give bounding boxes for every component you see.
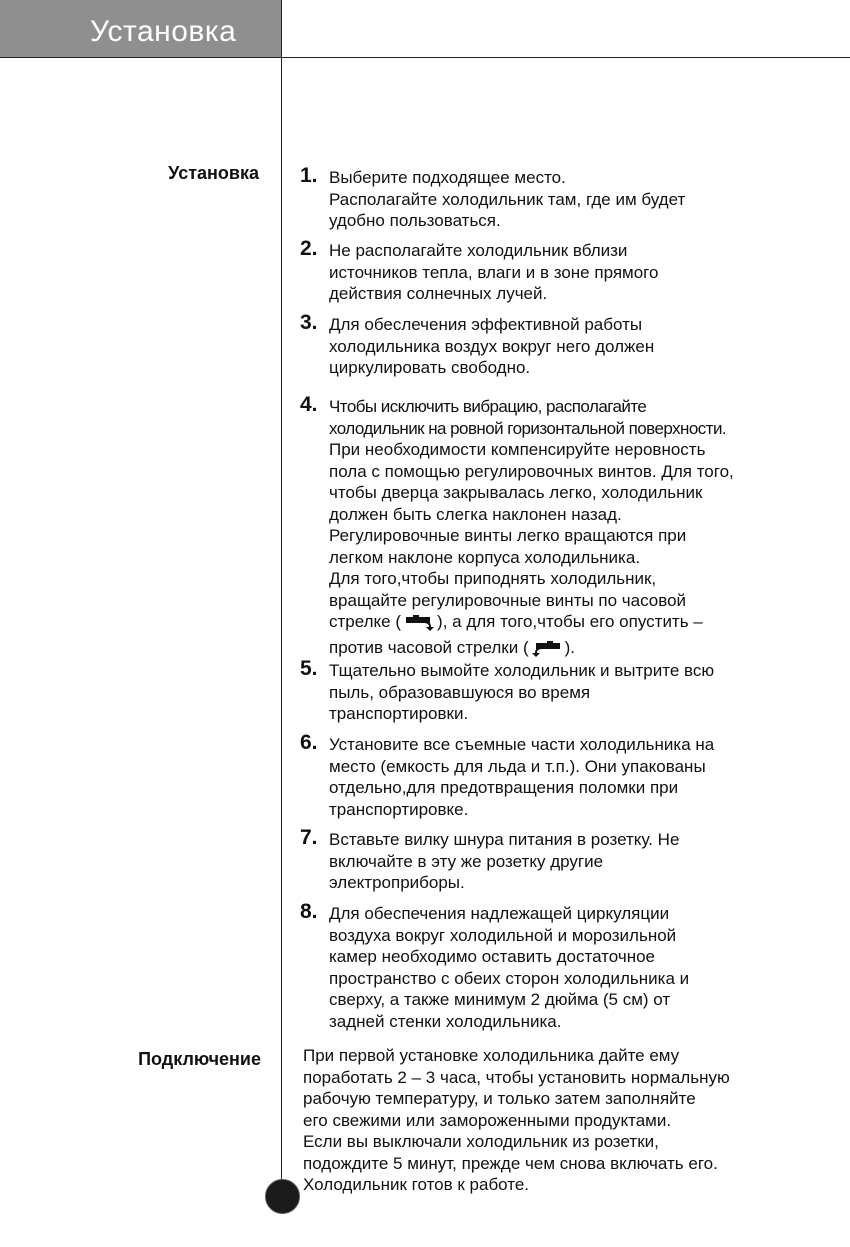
- connection-paragraph: При первой установке холодильника дайте ему поработать 2 – 3 часа, чтобы установить нормальную рабочую температуру, и только затем заполняйте его свежими или замороженными продуктами. Если вы выключали холодильник из розетки, подождите 5 минут, прежде чем снова включать его. Холодильник готов к работе.: [303, 1046, 730, 1194]
- step-number: 7.: [300, 826, 318, 849]
- header-tab: [0, 0, 281, 57]
- step-text-lead: Чтобы исключить вибрацию, располагайте холодильник на ровной горизонтальной поверхности.: [329, 397, 727, 438]
- step-text: При необходимости компенсируйте неровность пола с помощью регулировочных винтов. Для того, чтобы дверца закрывалась легко, холодильник должен быть слегка наклонен назад. Регулировочные винты легко вращаются при легком наклоне корпуса холодильника. Для того,чтобы приподнять холодильник, вращайте регулировочные винты по часовой: [329, 440, 734, 610]
- step-text: Для обеслечения эффективной работы холодильника воздух вокруг него должен циркулировать свободно.: [329, 315, 655, 377]
- step-3: [300, 311, 800, 379]
- page-marker: [265, 1179, 300, 1214]
- page-title: Установка: [90, 15, 237, 48]
- step-text: Установите все съемные части холодильника на место (емкость для льда и т.п.). Они упакованы отдельно,для предотвращения поломки при транспортировке.: [329, 735, 715, 819]
- step-text-clockwise: [329, 611, 800, 637]
- step-number: 3.: [300, 311, 318, 334]
- step-2: [300, 237, 800, 305]
- step-number: 4.: [300, 393, 318, 416]
- step-number: 6.: [300, 731, 318, 754]
- step-text-counterclockwise: [329, 637, 800, 663]
- step-1: [300, 164, 800, 232]
- step-text-part: ), а для того,чтобы его опустить –: [437, 612, 703, 631]
- step-5: [300, 657, 800, 725]
- section-label-install: Установка: [168, 163, 259, 183]
- header-divider: [0, 57, 850, 58]
- step-text-part: ).: [564, 637, 576, 657]
- step-text: Тщательно вымойте холодильник и вытрите всю пыль, образовавшуюся во время транспортировки.: [329, 661, 715, 723]
- step-number: 2.: [300, 237, 318, 260]
- step-text-part: против часовой стрелки (: [329, 637, 529, 657]
- step-text: Выберите подходящее место. Располагайте холодильник там, где им будет удобно пользоваться.: [329, 168, 686, 230]
- step-text: Вставьте вилку шнура питания в розетку. Не включайте в эту же розетку другие электроприборы.: [329, 830, 680, 892]
- step-4: [300, 393, 800, 662]
- step-8: [300, 900, 800, 1032]
- step-6: [300, 731, 800, 820]
- step-number: 8.: [300, 900, 318, 923]
- step-text: Не располагайте холодильник вблизи источников тепла, влаги и в зоне прямого действия солнечных лучей.: [329, 241, 659, 303]
- counterclockwise-rotation-icon: [532, 641, 562, 663]
- step-text-part: стрелке (: [329, 612, 402, 631]
- clockwise-rotation-icon: [404, 615, 434, 637]
- step-number: 5.: [300, 657, 318, 680]
- column-divider: [281, 0, 282, 1190]
- step-number: 1.: [300, 164, 318, 187]
- section-label-connect: Подключение: [138, 1049, 261, 1069]
- step-text: Для обеспечения надлежащей циркуляции воздуха вокруг холодильной и морозильной камер необходимо оставить достаточное пространство с обеих сторон холодильника и сверху, а также минимум 2 дюйма (5 см) от задней стенки холодильника.: [329, 904, 690, 1031]
- step-7: [300, 826, 800, 894]
